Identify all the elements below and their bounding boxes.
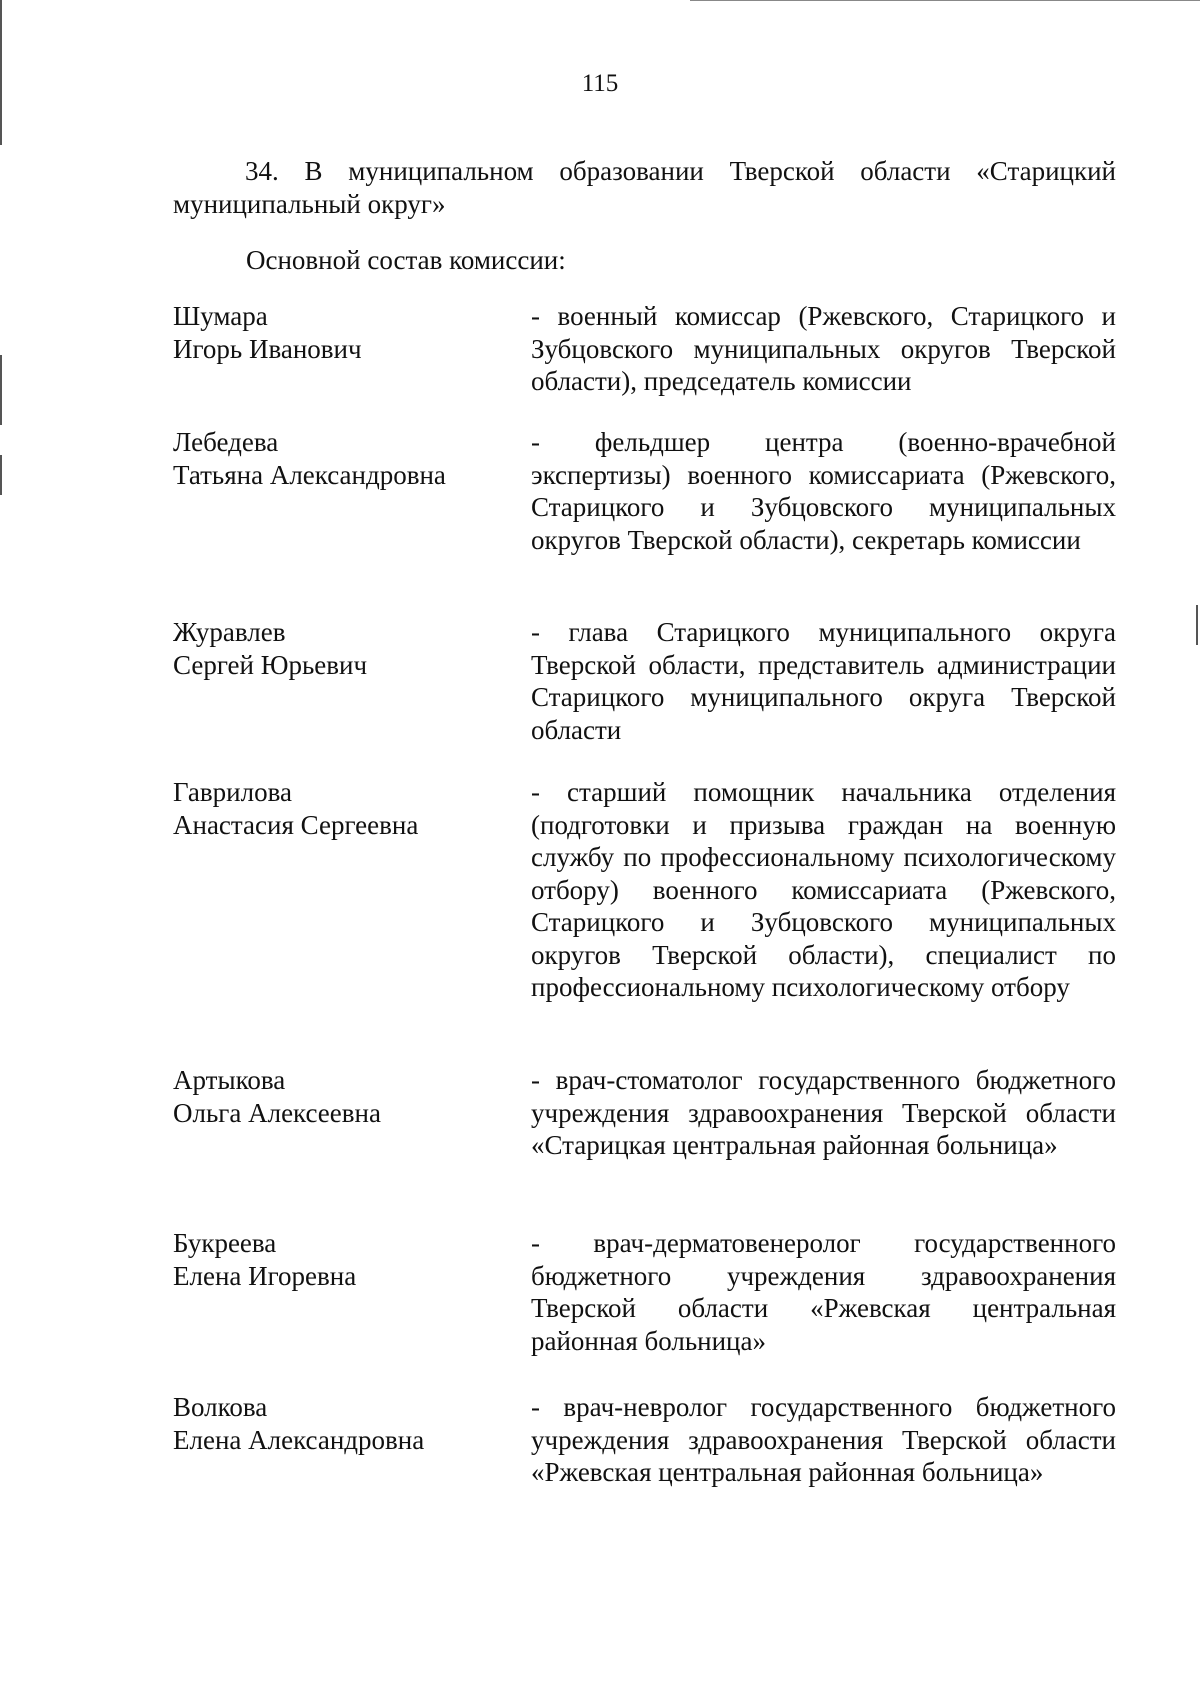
member-given-names: Елена Александровна: [173, 1424, 425, 1455]
member-role: - врач-дерматовенеролог государственного бюджетного учреждения здравоохранения Тверской области «Ржевская центральная районная больница»: [531, 1228, 1116, 1356]
member-name: [173, 1064, 513, 1129]
member-given-names: Игорь Иванович: [173, 333, 362, 364]
member-name: [173, 1391, 513, 1456]
member-given-names: Ольга Алексеевна: [173, 1097, 381, 1128]
member-surname: Шумара: [173, 301, 268, 331]
member-name: [173, 1227, 513, 1292]
member-role: - военный комиссар (Ржевского, Старицкого и Зубцовского муниципальных округов Тверской области), председатель комиссии: [531, 301, 1116, 396]
member-surname: Лебедева: [173, 427, 279, 457]
member-name: [173, 426, 513, 491]
member-surname: Артыкова: [173, 1065, 286, 1095]
member-surname: Букреева: [173, 1228, 277, 1258]
member-surname: Гаврилова: [173, 777, 292, 807]
commission-subheading: Основной состав комиссии:: [246, 245, 566, 275]
member-role: - врач-стоматолог государственного бюджетного учреждения здравоохранения Тверской области «Старицкая центральная районная больница»: [531, 1065, 1116, 1160]
member-role: - врач-невролог государственного бюджетного учреждения здравоохранения Тверской области «Ржевская центральная районная больница»: [531, 1392, 1116, 1487]
member-surname: Волкова: [173, 1392, 268, 1422]
member-given-names: Сергей Юрьевич: [173, 649, 368, 680]
member-role: - фельдшер центра (военно-врачебной экспертизы) военного комиссариата (Ржевского, Старицкого и Зубцовского муниципальных округов Тверской области), секретарь комиссии: [531, 427, 1116, 555]
member-role: - глава Старицкого муниципального округа Тверской области, представитель администрации Старицкого муниципального округа Тверской области: [531, 617, 1116, 745]
member-name: [173, 616, 513, 681]
scan-artifact-line: [690, 0, 1200, 1]
scan-artifact-line: [0, 455, 2, 495]
scan-artifact-line: [0, 355, 2, 425]
member-role: - старший помощник начальника отделения (подготовки и призыва граждан на военную службу по профессиональному психологическому отбору) военного комиссариата (Ржевского, Старицкого и Зубцовского муниципальных округов Тверской области), специалист по профессиональному психологическому отбору: [531, 777, 1116, 1002]
member-given-names: Татьяна Александровна: [173, 459, 446, 490]
member-surname: Журавлев: [173, 617, 286, 647]
page-number: 115: [581, 70, 619, 97]
scan-artifact-line: [1196, 605, 1198, 645]
member-name: [173, 776, 513, 841]
member-given-names: Елена Игоревна: [173, 1260, 357, 1291]
member-name: [173, 300, 513, 365]
section-heading: 34. В муниципальном образовании Тверской области «Старицкий муниципальный округ»: [173, 156, 1116, 219]
member-given-names: Анастасия Сергеевна: [173, 809, 419, 840]
